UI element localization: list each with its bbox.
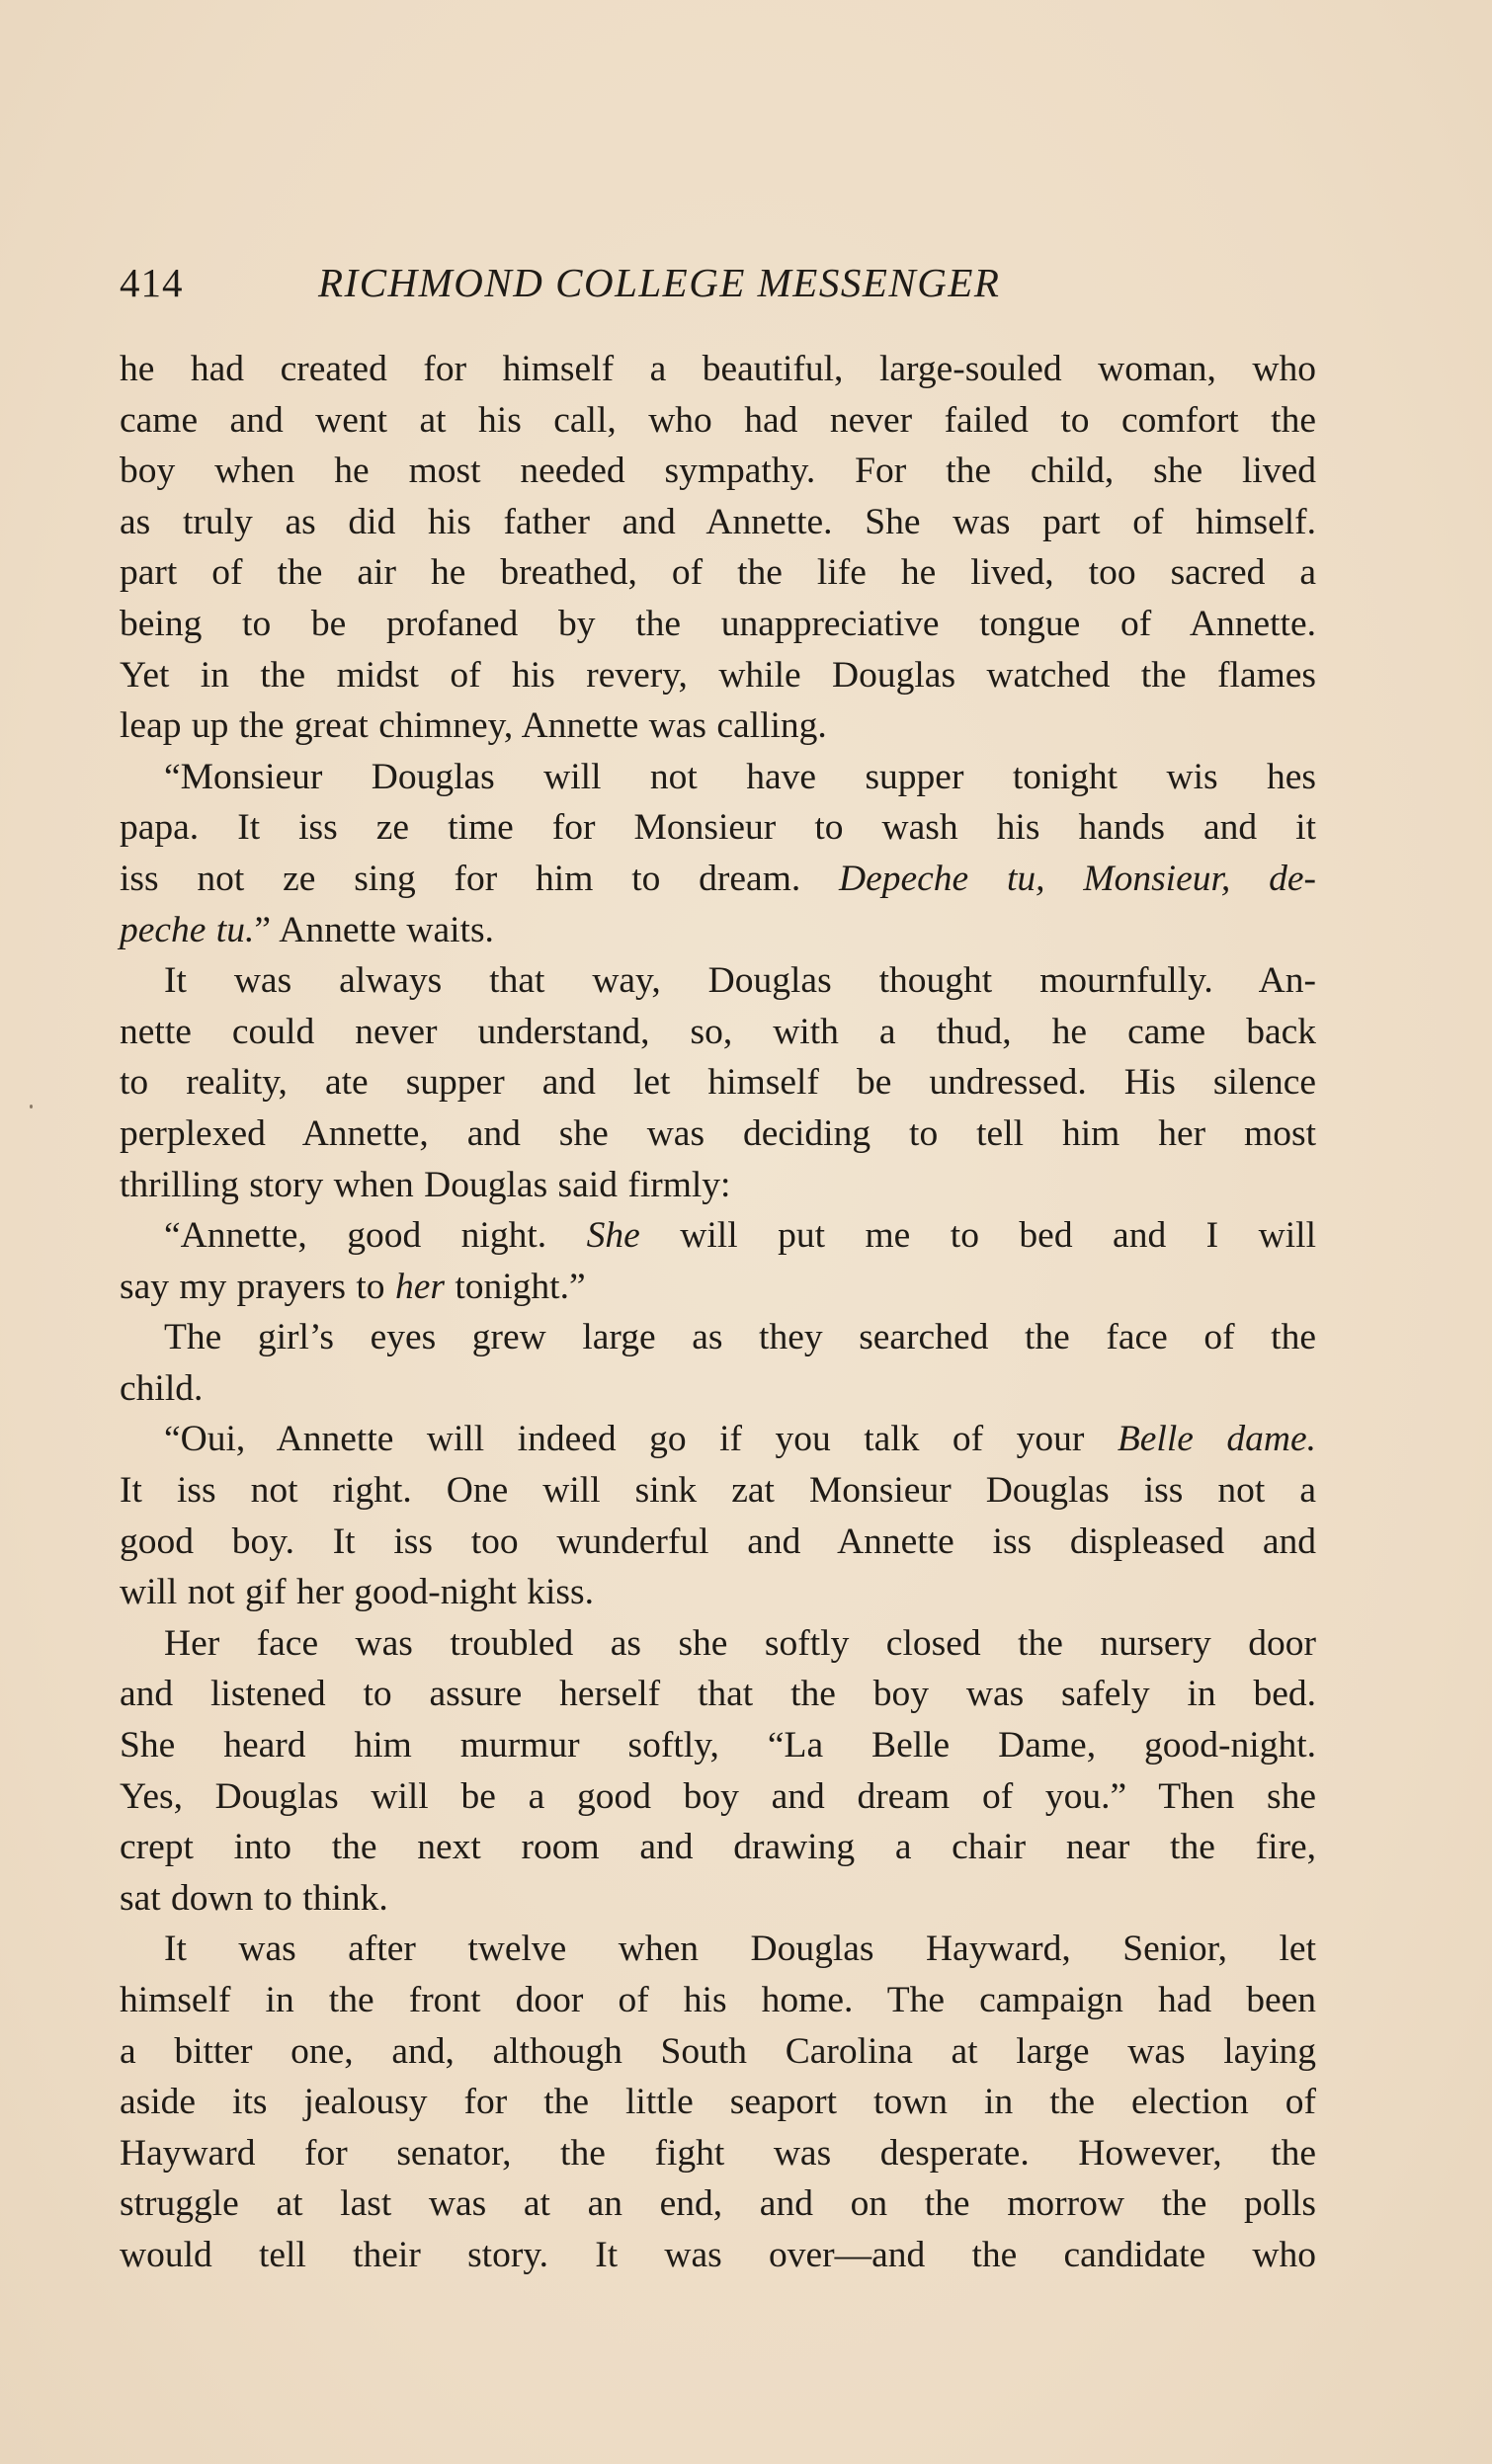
text-line	[120, 1262, 1316, 1313]
text-segment: It was always that way, Douglas thought mournfully. An-	[164, 960, 1316, 1002]
text-line	[120, 2230, 1316, 2281]
text-segment: as truly as did his father and Annette. She was part of himself.	[120, 501, 1316, 542]
text-segment: Her face was troubled as she softly closed the nursery door	[164, 1622, 1316, 1664]
text-segment: child.	[120, 1367, 204, 1409]
italic-text-segment: her	[394, 1266, 445, 1307]
text-line	[120, 1924, 1316, 1975]
text-segment: came and went at his call, who had never failed to comfort the	[120, 399, 1316, 441]
journal-title: RICHMOND COLLEGE MESSENGER	[318, 260, 1001, 305]
text-line	[120, 2077, 1316, 2128]
text-segment: crept into the next room and drawing a chair near the fire,	[120, 1827, 1316, 1868]
text-segment: Yet in the midst of his revery, while Douglas watched the flames	[120, 654, 1316, 696]
text-line	[120, 2128, 1316, 2179]
text-line	[120, 1517, 1316, 1568]
text-line	[120, 1363, 1316, 1415]
text-line	[120, 1414, 1316, 1465]
text-line	[120, 1465, 1316, 1517]
text-line	[120, 752, 1316, 803]
text-segment: would tell their story. It was over—and the candidate who	[120, 2234, 1316, 2275]
italic-text-segment: peche tu.	[120, 909, 255, 950]
text-line	[120, 497, 1316, 548]
text-segment: part of the air he breathed, of the life he lived, too sacred a	[120, 552, 1316, 594]
running-head	[120, 253, 1325, 312]
text-segment: papa. It iss ze time for Monsieur to wash his hands and it	[120, 807, 1316, 849]
text-segment: iss not ze sing for him to dream.	[120, 858, 840, 899]
text-segment: It was after twelve when Douglas Hayward, Senior, let	[164, 1929, 1316, 1970]
text-segment: sat down to think.	[120, 1877, 388, 1919]
text-line	[120, 1007, 1316, 1058]
text-segment: Hayward for senator, the fight was desperate. However, the	[120, 2132, 1316, 2174]
text-segment: struggle at last was at an end, and on the morrow the polls	[120, 2183, 1316, 2225]
text-line	[120, 1822, 1316, 1873]
text-segment: boy when he most needed sympathy. For the child, she lived	[120, 451, 1316, 492]
text-segment: will not gif her good-night kiss.	[120, 1572, 594, 1613]
text-line	[120, 446, 1316, 497]
text-line	[120, 1669, 1316, 1720]
text-line	[120, 547, 1316, 599]
text-line	[120, 1975, 1316, 2026]
text-segment: himself in the front door of his home. The campaign had been	[120, 1980, 1316, 2020]
text-segment: to reality, ate supper and let himself be undressed. His silence	[120, 1062, 1316, 1104]
text-segment: thrilling story when Douglas said firmly:	[120, 1164, 731, 1205]
text-line	[120, 599, 1316, 650]
text-line	[120, 1312, 1316, 1363]
text-line	[120, 344, 1316, 395]
text-line	[120, 1567, 1316, 1618]
text-line	[120, 1210, 1316, 1262]
text-segment: She heard him murmur softly, “La Belle Dame, good-night.	[120, 1725, 1316, 1766]
text-segment: good boy. It iss too wunderful and Annette iss displeased and	[120, 1520, 1316, 1562]
text-line	[120, 955, 1316, 1007]
text-segment: “Oui, Annette will indeed go if you talk of your	[164, 1419, 1118, 1460]
text-segment: leap up the great chimney, Annette was calling.	[120, 705, 827, 747]
text-line	[120, 1720, 1316, 1771]
text-line	[120, 395, 1316, 447]
text-line	[120, 854, 1316, 905]
text-line	[120, 1109, 1316, 1160]
italic-text-segment: She	[586, 1215, 640, 1257]
paper-speck	[30, 1105, 33, 1109]
italic-text-segment: Depeche tu, Monsieur, de-	[839, 858, 1316, 899]
text-segment: ” Annette waits.	[254, 909, 494, 950]
text-line	[120, 2026, 1316, 2078]
text-segment: Yes, Douglas will be a good boy and dream of you.” Then she	[120, 1775, 1316, 1817]
text-line	[120, 1873, 1316, 1925]
text-segment: and listened to assure herself that the boy was safely in bed.	[120, 1674, 1316, 1715]
text-segment: he had created for himself a beautiful, large-souled woman, who	[120, 349, 1316, 389]
text-line	[120, 905, 1316, 956]
text-segment: It iss not right. One will sink zat Monsieur Douglas iss not a	[120, 1470, 1316, 1512]
text-line	[120, 1057, 1316, 1109]
text-segment: perplexed Annette, and she was deciding to tell him her most	[120, 1112, 1316, 1154]
text-segment: a bitter one, and, although South Carolina at large was laying	[120, 2030, 1316, 2072]
text-segment: “Monsieur Douglas will not have supper tonight wis hes	[164, 756, 1316, 797]
italic-text-segment: Belle dame.	[1117, 1419, 1316, 1460]
text-segment: nette could never understand, so, with a thud, he came back	[120, 1011, 1316, 1052]
text-segment: being to be profaned by the unappreciative tongue of Annette.	[120, 603, 1316, 644]
text-line	[120, 1771, 1316, 1823]
text-segment: will put me to bed and I will	[639, 1215, 1316, 1257]
body-text	[120, 344, 1316, 2281]
text-segment: say my prayers to	[120, 1266, 395, 1307]
text-segment: “Annette, good night.	[164, 1215, 587, 1257]
text-segment: tonight.”	[444, 1266, 586, 1307]
text-line	[120, 1160, 1316, 1211]
text-segment: aside its jealousy for the little seaport town in the election of	[120, 2082, 1316, 2123]
text-line	[120, 802, 1316, 854]
text-line	[120, 2178, 1316, 2230]
text-line	[120, 650, 1316, 701]
text-line	[120, 1618, 1316, 1670]
page-number: 414	[120, 260, 184, 305]
text-segment: The girl’s eyes grew large as they searched the face of the	[164, 1317, 1316, 1358]
text-line	[120, 700, 1316, 752]
